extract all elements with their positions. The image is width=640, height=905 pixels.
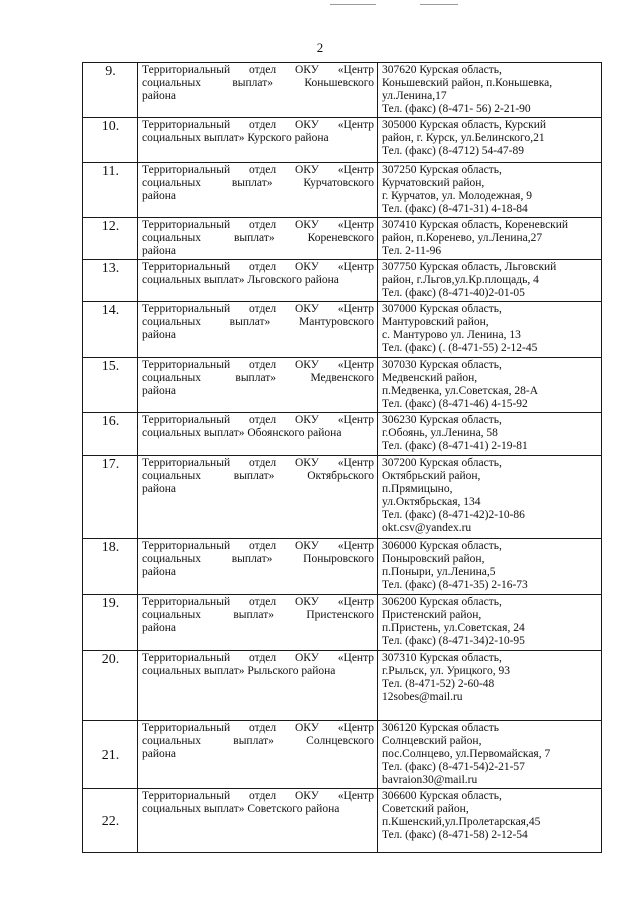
- table-row: [83, 456, 602, 539]
- office-address-line: пос.Солнцево, ул.Первомайская, 7: [382, 748, 551, 760]
- office-phone: Тел. (факс) (8-471-40)2-01-05: [382, 287, 525, 299]
- organization-name-line: Территориальный отдел ОКУ «Центр: [142, 540, 374, 552]
- office-address-line: 305000 Курская область, Курский: [382, 119, 547, 131]
- office-email: bavraion30@mail.ru: [382, 774, 478, 786]
- office-address-line: Солнцевский район,: [382, 735, 482, 747]
- organization-name-line: Территориальный отдел ОКУ «Центр: [142, 359, 374, 371]
- organization-name-line: социальных выплат» Обоянского района: [142, 427, 342, 439]
- offices-table-body: [83, 63, 602, 853]
- organization-name-line: социальных выплат» Солнцевского: [142, 735, 374, 747]
- office-address-line: Мантуровский район,: [382, 316, 489, 328]
- office-address-line: 307250 Курская область,: [382, 164, 502, 176]
- organization-name-line: Территориальный отдел ОКУ «Центр: [142, 457, 374, 469]
- office-address-line: Октябрьский район,: [382, 470, 481, 482]
- organization-name: [138, 118, 378, 163]
- organization-name-line: социальных выплат» Курского района: [142, 132, 329, 144]
- office-address: [378, 302, 602, 358]
- office-address-line: ул.Ленина,17: [382, 90, 447, 102]
- organization-name-line: социальных выплат» Пристенского: [142, 609, 374, 621]
- office-address-line: 306600 Курская область,: [382, 790, 502, 802]
- office-address-line: 307000 Курская область,: [382, 303, 502, 315]
- office-address-line: район, г.Льгов,ул.Кр.площадь, 4: [382, 274, 539, 286]
- office-phone: Тел. (факс) (8-471-46) 4-15-92: [382, 398, 528, 410]
- office-address-line: 307310 Курская область,: [382, 652, 502, 664]
- organization-name-line: социальных выплат» Октябрьского: [142, 470, 374, 482]
- row-number: 11.: [83, 163, 138, 218]
- table-row: [83, 302, 602, 358]
- organization-name-line: Территориальный отдел ОКУ «Центр: [142, 790, 374, 802]
- office-address-line: 306230 Курская область,: [382, 414, 502, 426]
- table-row: [83, 413, 602, 456]
- organization-name-line: социальных выплат» Кореневского: [142, 232, 374, 244]
- row-number: 21.: [83, 721, 138, 789]
- office-phone: Тел. (факс) (8-471- 56) 2-21-90: [382, 103, 531, 115]
- office-phone: Тел. (факс) (8-471-41) 2-19-81: [382, 440, 528, 452]
- office-address-line: район, п.Коренево, ул.Ленина,27: [382, 232, 543, 244]
- row-number: 20.: [83, 651, 138, 721]
- row-number: 15.: [83, 358, 138, 413]
- office-address-line: Пристенский район,: [382, 609, 482, 621]
- organization-name-line: социальных выплат» Курчатовского: [142, 177, 374, 189]
- table-row: [83, 163, 602, 218]
- organization-name: [138, 595, 378, 651]
- organization-name: [138, 651, 378, 721]
- office-email: okt.csv@yandex.ru: [382, 522, 472, 534]
- organization-name-line: Территориальный отдел ОКУ «Центр: [142, 261, 374, 273]
- organization-name: [138, 789, 378, 853]
- organization-name-line: района: [142, 385, 177, 397]
- office-address-line: ул.Октябрьская, 134: [382, 496, 481, 508]
- organization-name: [138, 721, 378, 789]
- office-address-line: п.Поныри, ул.Ленина,5: [382, 566, 496, 578]
- organization-name-line: района: [142, 329, 177, 341]
- organization-name: [138, 302, 378, 358]
- organization-name: [138, 163, 378, 218]
- organization-name-line: района: [142, 622, 177, 634]
- organization-name-line: Территориальный отдел ОКУ «Центр: [142, 722, 374, 734]
- office-address: [378, 413, 602, 456]
- office-address-line: район, г. Курск, ул.Белинского,21: [382, 132, 545, 144]
- organization-name: [138, 456, 378, 539]
- organization-name: [138, 413, 378, 456]
- organization-name-line: социальных выплат» Мантуровского: [142, 316, 374, 328]
- office-address-line: 307410 Курская область, Кореневский: [382, 219, 569, 231]
- organization-name-line: района: [142, 566, 177, 578]
- office-address: [378, 358, 602, 413]
- table-row: [83, 539, 602, 595]
- organization-name-line: района: [142, 748, 177, 760]
- office-address-line: Коньшевский район, п.Коньшевка,: [382, 77, 553, 89]
- row-number: 18.: [83, 539, 138, 595]
- office-address: [378, 595, 602, 651]
- office-address-line: с. Мантурово ул. Ленина, 13: [382, 329, 521, 341]
- table-row: [83, 118, 602, 163]
- office-address-line: Медвенский район,: [382, 372, 478, 384]
- office-address: [378, 721, 602, 789]
- office-address-line: п.Медвенка, ул.Советская, 28-А: [382, 385, 539, 397]
- office-email: 12sobes@mail.ru: [382, 691, 463, 703]
- table-row: [83, 358, 602, 413]
- office-address: [378, 218, 602, 260]
- organization-name-line: социальных выплат» Коньшевского: [142, 77, 374, 89]
- office-address: [378, 163, 602, 218]
- row-number: 17.: [83, 456, 138, 539]
- office-phone: Тел. 2-11-96: [382, 245, 442, 257]
- office-address-line: Советский район,: [382, 803, 469, 815]
- office-address-line: г.Обоянь, ул.Ленина, 58: [382, 427, 498, 439]
- organization-name-line: Территориальный отдел ОКУ «Центр: [142, 219, 374, 231]
- office-address: [378, 260, 602, 302]
- organization-name-line: социальных выплат» Льговского района: [142, 274, 339, 286]
- organization-name-line: района: [142, 245, 177, 257]
- organization-name-line: социальных выплат» Рыльского района: [142, 665, 336, 677]
- organization-name-line: района: [142, 190, 177, 202]
- table-row: [83, 595, 602, 651]
- organization-name-line: Территориальный отдел ОКУ «Центр: [142, 414, 374, 426]
- office-address-line: Поныровский район,: [382, 553, 485, 565]
- table-row: [83, 260, 602, 302]
- row-number: 13.: [83, 260, 138, 302]
- organization-name: [138, 218, 378, 260]
- table-row: [83, 789, 602, 853]
- row-number: 14.: [83, 302, 138, 358]
- office-address: [378, 63, 602, 118]
- office-phone: Тел. (факс) (8-471-34)2-10-95: [382, 635, 525, 647]
- office-address-line: 306120 Курская область: [382, 722, 499, 734]
- office-phone: Тел. (факс) (8-471-35) 2-16-73: [382, 579, 528, 591]
- office-address: [378, 456, 602, 539]
- organization-name-line: социальных выплат» Советского района: [142, 803, 340, 815]
- organization-name: [138, 358, 378, 413]
- organization-name-line: Территориальный отдел ОКУ «Центр: [142, 652, 374, 664]
- row-number: 10.: [83, 118, 138, 163]
- office-phone: Тел. (факс) (8-471-31) 4-18-84: [382, 203, 528, 215]
- organization-name-line: Территориальный отдел ОКУ «Центр: [142, 64, 374, 76]
- office-phone: Тел. (факс) (8-471-42)2-10-86: [382, 509, 525, 521]
- row-number: 12.: [83, 218, 138, 260]
- office-address: [378, 789, 602, 853]
- table-row: [83, 218, 602, 260]
- organization-name-line: социальных выплат» Поныровского: [142, 553, 374, 565]
- organization-name-line: района: [142, 90, 177, 102]
- organization-name-line: района: [142, 483, 177, 495]
- office-address: [378, 118, 602, 163]
- scan-artifact-line: [420, 4, 458, 5]
- row-number: 16.: [83, 413, 138, 456]
- office-address-line: 307030 Курская область,: [382, 359, 502, 371]
- row-number: 9.: [83, 63, 138, 118]
- office-address-line: 307200 Курская область,: [382, 457, 502, 469]
- row-number: 19.: [83, 595, 138, 651]
- office-phone: Тел. (факс) (8-471-58) 2-12-54: [382, 829, 528, 841]
- organization-name-line: Территориальный отдел ОКУ «Центр: [142, 119, 374, 131]
- page-number: 2: [316, 40, 324, 55]
- table-row: [83, 721, 602, 789]
- office-address-line: г. Курчатов, ул. Молодежная, 9: [382, 190, 532, 202]
- office-address-line: п.Пристень, ул.Советская, 24: [382, 622, 525, 634]
- office-address-line: 306200 Курская область,: [382, 596, 502, 608]
- organization-name-line: социальных выплат» Медвенского: [142, 372, 374, 384]
- office-phone: Тел. (факс) (. (8-471-55) 2-12-45: [382, 342, 538, 354]
- offices-table: [82, 62, 602, 853]
- office-address: [378, 651, 602, 721]
- office-address-line: 307620 Курская область,: [382, 64, 502, 76]
- scan-artifact-line: [330, 4, 376, 5]
- table-row: [83, 651, 602, 721]
- office-address-line: 306000 Курская область,: [382, 540, 502, 552]
- organization-name-line: Территориальный отдел ОКУ «Центр: [142, 596, 374, 608]
- office-phone: Тел. (8-471-52) 2-60-48: [382, 678, 495, 690]
- office-phone: Тел. (факс) (8-4712) 54-47-89: [382, 145, 524, 157]
- office-address: [378, 539, 602, 595]
- row-number: 22.: [83, 789, 138, 853]
- office-phone: Тел. (факс) (8-471-54)2-21-57: [382, 761, 525, 773]
- office-address-line: п.Прямицыно,: [382, 483, 453, 495]
- organization-name: [138, 260, 378, 302]
- organization-name: [138, 539, 378, 595]
- organization-name-line: Территориальный отдел ОКУ «Центр: [142, 303, 374, 315]
- office-address-line: Курчатовский район,: [382, 177, 485, 189]
- table-row: [83, 63, 602, 118]
- office-address-line: п.Кшенский,ул.Пролетарская,45: [382, 816, 541, 828]
- organization-name-line: Территориальный отдел ОКУ «Центр: [142, 164, 374, 176]
- office-address-line: г.Рыльск, ул. Урицкого, 93: [382, 665, 510, 677]
- office-address-line: 307750 Курская область, Льговский: [382, 261, 557, 273]
- organization-name: [138, 63, 378, 118]
